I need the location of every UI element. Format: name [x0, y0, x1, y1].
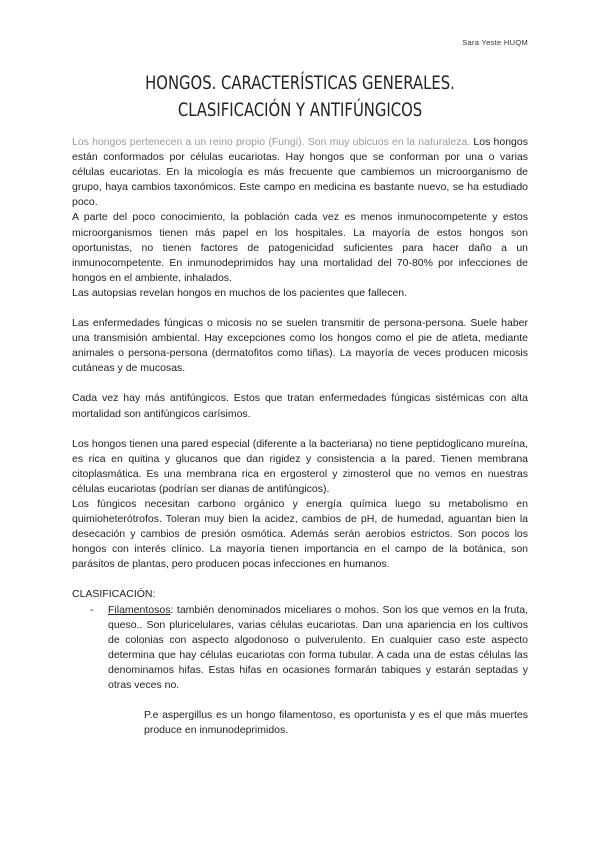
page-title: HONGOS. CARACTERÍSTICAS GENERALES. CLASIFICACIÓN Y ANTIFÚNGICOS [145, 72, 455, 121]
list-dash: - [90, 603, 94, 616]
classification-list [72, 603, 528, 694]
example-note: P.e aspergillus es un hongo filamentoso, es oportunista y es el que más muertes produce en inmunodeprimidos. [144, 709, 528, 737]
paragraph-transmission: Las enfermedades fúngicas o micosis no se suelen transmitir de persona-persona. Suele haber una transmisión ambiental. Hay excepciones como los hongos como el pie de atleta, mediante animales o persona-persona (dermatofitos como tiñas). La mayoría de veces producen micosis cutáneas y de mucosas. [72, 317, 528, 375]
paragraph-autopsies: Las autopsias revelan hongos en muchos de los pacientes que fallecen. [72, 286, 408, 299]
intro-grey-text: Los hongos pertenecen a un reino propio (Fungi). Son muy ubicuos en la naturaleza. [72, 136, 471, 148]
author-header: Sara Yeste HUQM [462, 38, 528, 47]
paragraph-wall: Los hongos tienen una pared especial (diferente a la bacteriana) no tiene peptidoglicano mureína, es rica en quitina y glucanos que dan rigidez y consistencia a la pared. Tienen membrana citoplasmática. Es una membrana rica en ergosterol y zimosterol que no vemos en nuestras células eucariotas (podrían ser dianas de antifúngicos). [72, 437, 528, 495]
list-item-term: Filamentosos [108, 603, 171, 616]
paragraph-antifungals: Cada vez hay más antifúngicos. Estos que tratan enfermedades fúngicas sistémicas con alta mortalidad son antifúngicos carísimos. [72, 392, 528, 420]
paragraph-metabolism: Los fúngicos necesitan carbono orgánico y energía química luego su metabolismo en quimioheterótrofos. Toleran muy bien la acidez, cambios de pH, de humedad, aguantan bien la desecación y cambios de presión osmótica. Además serán aerobios estrictos. Son pocos los hongos con interés clínico. La mayoría tienen importancia en el campo de la botánica, son parásitos de plantas, pero producen pocas infecciones en humanos. [72, 497, 528, 571]
document-body [72, 135, 528, 738]
paragraph-population: A parte del poco conocimiento, la población cada vez es menos inmunocompetente y estos microorganismos tienen más papel en los hospitales. La mayoría de estos hongos son oportunistas, no tienen factores de patogenicidad suficientes para hacer daño a un inmunocompetente. En inmunodeprimidos hay una mortalidad del 70-80% por infecciones de hongos en el ambiente, inhalados. [72, 211, 528, 284]
classification-label: CLASIFICACIÓN: [72, 588, 156, 601]
paragraph-intro [72, 135, 528, 210]
list-item-text: : también denominados miceliares o mohos. Son los que vemos en la fruta, queso.. Son pluricelulares, varias células eucariotas. Dan una apariencia en los cultivos de colonias con aspecto algodonoso o pulverulento. En cualquier caso este aspecto determina que hay células eucariotas con forma tubular. A cada una de estas células las denominamos hifas. Estas hifas en ocasiones formarán tabiques y estarán septadas y otras veces no. [108, 603, 528, 691]
list-item [72, 603, 528, 694]
intro-text: Los hongos están conformados por células eucariotas. Hay hongos que se conforman por una o varias células eucariotas. En la micología es más frecuente que cambiemos un microorganismo de grupo, haya cambios taxonómicos. Este campo en medicina es bastante nuevo, se ha estudiado poco. [72, 136, 528, 209]
